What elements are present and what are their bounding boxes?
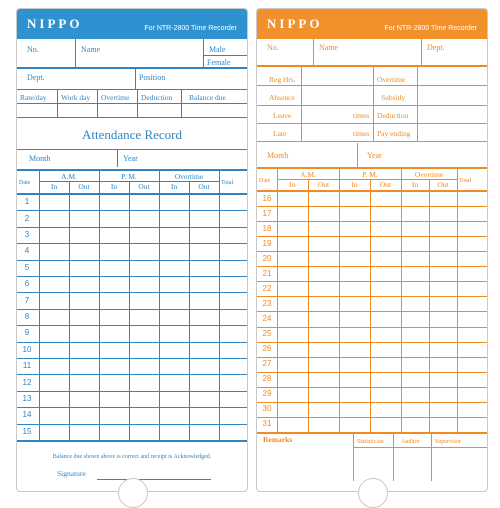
row-line <box>257 236 488 237</box>
day-number: 24 <box>262 314 272 323</box>
date-header: Date <box>19 180 31 186</box>
row-line <box>257 206 488 207</box>
am-in-header: In <box>289 180 296 189</box>
remarks-label: Remarks <box>263 435 293 444</box>
divider <box>257 105 487 106</box>
divider <box>17 117 247 118</box>
pm-in-header: In <box>110 182 118 191</box>
am-out-header: Out <box>317 180 330 189</box>
day-number: 22 <box>262 283 272 293</box>
attendance-card-blue <box>16 8 248 492</box>
divider <box>301 67 302 141</box>
card-header <box>17 9 247 39</box>
day-number: 4 <box>24 246 30 256</box>
divider <box>257 167 487 169</box>
ot-in-header: In <box>411 180 419 189</box>
row-line <box>257 342 488 343</box>
overtime-label: Overtime <box>377 75 406 84</box>
month-label: Month <box>29 154 51 163</box>
acknowledgement-text: Balance due shown above is correct and receipt is Acknowledged. <box>52 454 212 460</box>
leave-label: Leave <box>273 111 292 120</box>
row-line <box>17 210 248 211</box>
brand-logo: NIPPO <box>267 16 323 31</box>
attendance-record-title: Attendance Record <box>82 127 182 142</box>
pm-out-header: Out <box>138 182 150 191</box>
overtime-label: Overtime <box>101 93 130 102</box>
day-number: 18 <box>262 223 272 233</box>
divider <box>17 440 247 442</box>
divider <box>117 149 118 167</box>
day-number: 19 <box>262 238 272 248</box>
day-number: 27 <box>262 359 272 369</box>
row-line <box>17 358 248 359</box>
day-number: 10 <box>22 344 32 354</box>
balance-due-label: Balance due <box>189 93 226 102</box>
day-number: 5 <box>24 262 30 272</box>
row-line <box>257 296 488 297</box>
divider <box>135 69 136 89</box>
total-header: Total <box>459 178 472 184</box>
row-line <box>17 391 248 392</box>
divider <box>17 67 247 69</box>
grid-line <box>308 179 309 432</box>
divider <box>353 433 354 481</box>
divider <box>373 67 374 141</box>
day-number: 8 <box>24 312 30 321</box>
am-in-header: In <box>50 182 58 191</box>
no-label: No. <box>27 45 39 54</box>
divider <box>257 190 487 192</box>
am-header: A.M. <box>300 170 316 179</box>
leave-times-label: times <box>353 111 370 120</box>
signature-label: Signature <box>57 469 86 478</box>
row-line <box>17 260 248 261</box>
divider <box>277 179 457 180</box>
grid-line <box>339 169 340 432</box>
row-line <box>17 227 248 228</box>
row-line <box>17 407 248 408</box>
row-line <box>257 251 488 252</box>
ot-in-header: In <box>170 182 178 191</box>
row-line <box>257 221 488 222</box>
row-line <box>257 281 488 282</box>
divider <box>203 39 204 67</box>
day-number: 2 <box>24 213 30 223</box>
row-line <box>257 357 488 358</box>
row-line <box>257 266 488 267</box>
day-number: 15 <box>22 426 32 436</box>
name-label: Name <box>319 43 339 52</box>
grid-line <box>277 169 278 432</box>
divider <box>257 432 487 434</box>
grid-line <box>189 181 190 440</box>
day-number: 17 <box>262 208 272 218</box>
row-line <box>17 424 248 425</box>
day-number: 20 <box>262 253 272 263</box>
attendance-card-orange <box>256 8 488 492</box>
pm-out-header: Out <box>379 180 392 189</box>
day-number: 23 <box>262 298 272 308</box>
date-header: Date <box>259 178 271 184</box>
pm-header: P. M. <box>362 170 378 179</box>
overtime-header: Overtime <box>174 172 204 181</box>
card-notch <box>118 478 148 508</box>
day-number: 25 <box>262 329 272 339</box>
grid-line <box>401 169 402 432</box>
divider <box>353 447 488 448</box>
row-line <box>17 276 248 277</box>
grid-line <box>457 169 458 432</box>
row-line <box>17 292 248 293</box>
row-line <box>257 387 488 388</box>
divider <box>75 39 76 67</box>
am-out-header: Out <box>78 182 90 191</box>
am-header: A.M. <box>61 172 77 181</box>
name-label: Name <box>81 45 101 54</box>
divider <box>431 433 432 481</box>
auditor-label: Auditor <box>401 439 420 445</box>
divider <box>417 67 418 141</box>
divider <box>17 103 247 104</box>
male-label: Male <box>209 45 226 54</box>
dept-label: Dept. <box>427 43 445 52</box>
divider <box>17 169 247 171</box>
row-line <box>257 402 488 403</box>
model-label: For NTR-2800 Time Recorder <box>144 25 237 32</box>
female-label: Female <box>207 58 231 67</box>
model-label: For NTR-2800 Time Recorder <box>384 25 477 32</box>
grid-line <box>129 181 130 440</box>
ot-out-header: Out <box>198 182 210 191</box>
supervisor-label: Supervisor <box>435 439 461 445</box>
row-line <box>257 327 488 328</box>
day-number: 7 <box>24 295 30 305</box>
day-number: 11 <box>22 361 32 371</box>
day-number: 28 <box>262 374 272 384</box>
day-number: 21 <box>262 268 272 278</box>
row-line <box>17 325 248 326</box>
divider <box>393 433 394 481</box>
pay-ending-label: Pay ending <box>377 129 411 138</box>
day-number: 13 <box>22 394 32 403</box>
ot-out-header: Out <box>437 180 449 189</box>
absence-label: Absence <box>269 93 295 102</box>
row-line <box>17 342 248 343</box>
rate-day-label: Rate/day <box>20 93 47 102</box>
row-line <box>17 243 248 244</box>
statistician-label: Statistician <box>357 439 384 445</box>
year-label: Year <box>367 151 382 160</box>
pm-in-header: In <box>351 180 358 189</box>
day-number: 12 <box>22 377 32 387</box>
day-number: 31 <box>262 419 272 429</box>
no-label: No. <box>267 43 279 52</box>
row-line <box>17 309 248 310</box>
divider <box>17 193 247 195</box>
divider <box>17 89 247 90</box>
year-label: Year <box>123 154 138 163</box>
divider <box>257 123 487 124</box>
reg-hrs-label: Reg Hrs. <box>269 75 296 84</box>
late-label: Late <box>273 129 287 138</box>
divider <box>257 141 487 142</box>
month-label: Month <box>267 151 289 160</box>
day-number: 9 <box>24 328 30 338</box>
day-number: 26 <box>262 344 272 354</box>
divider <box>313 39 314 65</box>
row-line <box>257 372 488 373</box>
row-line <box>17 374 248 375</box>
divider <box>421 39 422 65</box>
divider <box>357 143 358 167</box>
subsidy-label: Subsidy <box>381 93 406 102</box>
overtime-header: Overtime <box>414 170 444 179</box>
pm-header: P. M. <box>121 172 137 181</box>
position-label: Position <box>139 73 166 82</box>
brand-logo: NIPPO <box>27 16 83 31</box>
divider <box>257 85 487 86</box>
total-header: Total <box>221 180 234 186</box>
day-number: 16 <box>262 193 272 203</box>
day-number: 30 <box>262 404 272 414</box>
grid-line <box>429 179 430 432</box>
grid-line <box>69 181 70 440</box>
work-day-label: Work day <box>61 93 91 102</box>
card-header <box>257 9 487 39</box>
signature-line <box>97 479 211 480</box>
divider <box>257 65 487 67</box>
day-number: 6 <box>24 279 30 289</box>
deduction-label: Deduction <box>377 111 409 120</box>
deduction-label: Deduction <box>141 93 173 102</box>
day-number: 1 <box>24 197 30 207</box>
row-line <box>257 417 488 418</box>
dept-label: Dept. <box>27 73 45 82</box>
divider <box>203 55 248 56</box>
row-line <box>257 311 488 312</box>
grid-line <box>370 179 371 432</box>
day-number: 29 <box>262 389 272 399</box>
divider <box>17 149 247 150</box>
card-notch <box>358 478 388 508</box>
late-times-label: times <box>353 129 370 138</box>
day-number: 14 <box>22 410 32 420</box>
day-number: 3 <box>24 230 30 239</box>
